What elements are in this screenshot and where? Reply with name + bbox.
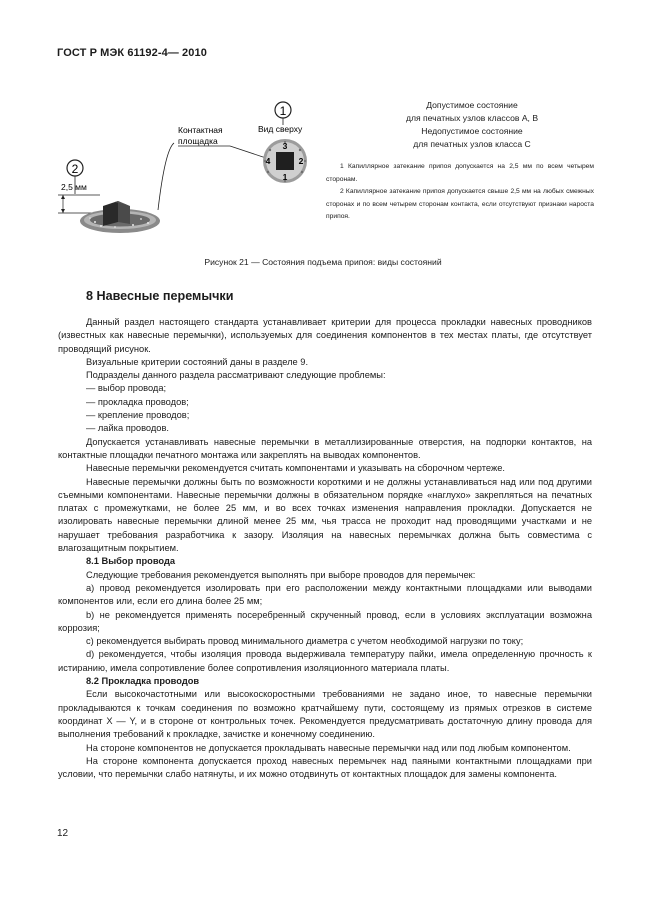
- view-number-left: 4: [265, 156, 271, 166]
- component-body-side: [118, 201, 130, 224]
- paragraph: — лайка проводов.: [86, 423, 169, 434]
- subsection-heading: 8.1 Выбор провода: [86, 556, 176, 567]
- paragraph: Навесные перемычки рекомендуется считать компонентами и указывать на сборочном чертеже.: [86, 463, 505, 474]
- figure-21: [0, 0, 646, 280]
- paragraph: Допускается устанавливать навесные перемычки в металлизированные отверстия, на подпорки контактов, на контактные площадки печатного монтажа или закреплять на выводах компонентов.: [58, 436, 592, 460]
- marker-2-number: 2: [71, 162, 79, 176]
- paragraph: Визуальные критерии состояний даны в разделе 9.: [86, 356, 309, 367]
- subsection-heading: 8.2 Прокладка проводов: [86, 676, 200, 687]
- view-number-top: 3: [282, 141, 288, 151]
- figure-note-1: 1 Капиллярное затекание припоя допускается на 2,5 мм по всем четырем сторонам.: [326, 163, 594, 183]
- paragraph: — крепление проводов;: [86, 410, 190, 421]
- dimension-arrow-down: [61, 209, 65, 213]
- pad-label-leader: [158, 143, 174, 210]
- view-number-bottom: 1: [282, 172, 288, 182]
- paragraph: d) рекомендуется, чтобы изоляция провода выдерживала температуру пайки, имела определенную прочность к истиранию, имела сопротивление более сопротивления изоляционного материала платы.: [58, 649, 592, 673]
- paragraph: а) провод рекомендуется изолировать при его расположении между контактными площадками или выводами компонентов или, если его длина более 25 мм;: [58, 582, 592, 607]
- legend-line-3: Недопустимое состояние: [421, 126, 523, 136]
- paragraph: Если высокочастотными или высокоскоростными требованиями не задано иное, то навесные перемычки прокладываются к точкам соединения по возможно кратчайшему пути, состоящему из прямых отрезков в системе координат X — Y, и в стороне от контрольных точек. Рекомендуется предусматривать достаточную длину провода для выполнения требований к прокладке, зачистке и конечному соединению.: [58, 689, 592, 740]
- legend-line-2: для печатных узлов классов А, В: [405, 113, 539, 123]
- dimension-label: 2,5 мм: [61, 182, 87, 192]
- section-body: [58, 316, 592, 781]
- paragraph: Навесные перемычки должны быть по возможности короткими и не должны устанавливаться над или под другими съемными компонентами. Навесные перемычки должны в обязательном порядке «наглухо» закрепляться на печатных платах с промежутками, не более 25 мм, и во всех точках изменения направления прокладки. Допускается не изолировать навесные перемычки длиной менее 25 мм, чья трасса не проходит над проводящими участками и не нарушает требования разработчика к зазору. Изоляция на навесных перемычках должна быть совместима с влагозащитным покрытием.: [58, 476, 592, 554]
- view-label: Вид сверху: [258, 124, 303, 134]
- pad-label-line-2: площадка: [178, 136, 218, 146]
- figure-caption: Рисунок 21 — Состояния подъема припоя: виды состояний: [204, 257, 442, 267]
- document-header: ГОСТ Р МЭК 61192-4— 2010: [57, 47, 207, 59]
- legend-line-1: Допустимое состояние: [426, 100, 518, 110]
- section-title: 8 Навесные перемычки: [86, 289, 234, 303]
- page-number: 12: [57, 828, 69, 839]
- paragraph: c) рекомендуется выбирать провод минимального диаметра с учетом необходимой нагрузки по току;: [86, 636, 524, 647]
- paragraph: На стороне компонента допускается проход навесных перемычек над паяными контактными площадками при условии, что перемычки слабо натянуты, и их можно отодвинуть от контактных площадок для замены компонента.: [58, 755, 592, 780]
- paragraph: — прокладка проводов;: [86, 396, 189, 407]
- paragraph: На стороне компонентов не допускается прокладывать навесные перемычки над или под любым компонентом.: [86, 742, 571, 753]
- figure-notes: [326, 161, 594, 224]
- paragraph: Следующие требования рекомендуется выполнять при выборе проводов для перемычек:: [86, 569, 476, 580]
- figure-note-2: 2 Капиллярное затекание припоя допускается свыше 2,5 мм на любых смежных сторонах и по всем четырем сторонам контакта, если отсутствуют признаки нароста припоя.: [326, 188, 594, 220]
- marker-1-number: 1: [279, 104, 287, 118]
- paragraph: Подразделы данного раздела рассматривают следующие проблемы:: [86, 370, 386, 381]
- pad-label-line-1: Контактная: [178, 125, 223, 135]
- component-body-front: [103, 201, 118, 226]
- view-number-right: 2: [298, 156, 304, 166]
- paragraph: — выбор провода;: [86, 383, 167, 394]
- dimension-arrow-up: [61, 195, 65, 199]
- paragraph: Данный раздел настоящего стандарта устанавливает критерии для процесса прокладки навесных проводников (известных как навесные перемычки), используемых для соединения компонентов в тех местах платы, где отсутствует проводящий рисунок.: [58, 317, 592, 354]
- top-view-lead: [276, 152, 294, 170]
- paragraph: b) не рекомендуется применять посеребренный скрученный провод, если в условиях эксплуатации возможна коррозия;: [58, 609, 592, 633]
- legend-line-4: для печатных узлов класса С: [413, 139, 531, 149]
